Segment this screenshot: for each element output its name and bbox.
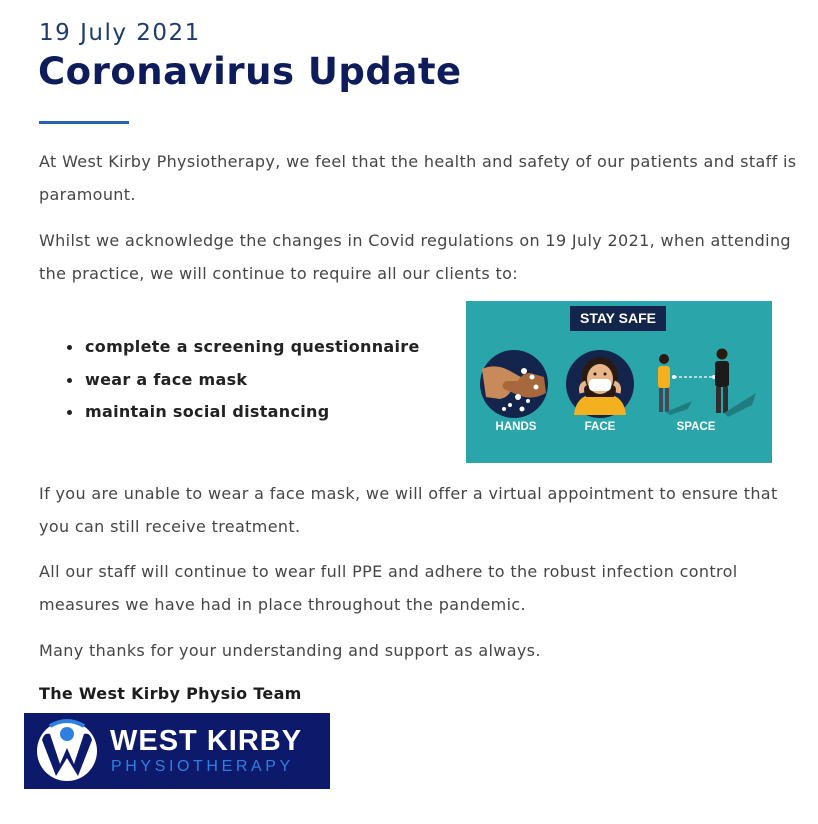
face-mask-icon [566,350,634,418]
social-distance-icon [658,349,756,418]
update-date: 19 July 2021 [39,20,201,46]
intro-paragraph: At West Kirby Physiotherapy, we feel that the health and safety of our patients and staff is paramount. [39,152,797,204]
face-mask-paragraph: If you are unable to wear a face mask, we will offer a virtual appointment to ensure that you can still receive treatment. [39,484,778,536]
title-divider [39,121,129,124]
stay-safe-image [466,301,772,463]
page-title: Coronavirus Update [38,50,462,93]
face-label: FACE [584,421,616,433]
logo-subtitle: PHYSIOTHERAPY [111,758,294,775]
regulations-paragraph: Whilst we acknowledge the changes in Covid regulations on 19 July 2021, when attending the practice, we will continue to require all our clients to: [39,231,791,283]
ppe-paragraph: All our staff will continue to wear full PPE and adhere to the robust infection control measures we have had in place throughout the pandemic. [39,562,738,614]
space-label: SPACE [676,421,716,433]
west-kirby-logo [24,713,330,789]
logo-name: WEST KIRBY [110,725,303,757]
requirements-list [65,331,420,429]
hands-label: HANDS [495,421,537,433]
hand-washing-icon [480,350,548,418]
list-item: maintain social distancing [65,396,420,429]
signoff: The West Kirby Physio Team [39,684,302,703]
list-item: complete a screening questionnaire [65,331,420,364]
list-item: wear a face mask [65,364,420,397]
thanks-paragraph: Many thanks for your understanding and support as always. [39,641,541,660]
logo-mark-icon [32,718,102,784]
stay-safe-title: STAY SAFE [570,306,666,331]
